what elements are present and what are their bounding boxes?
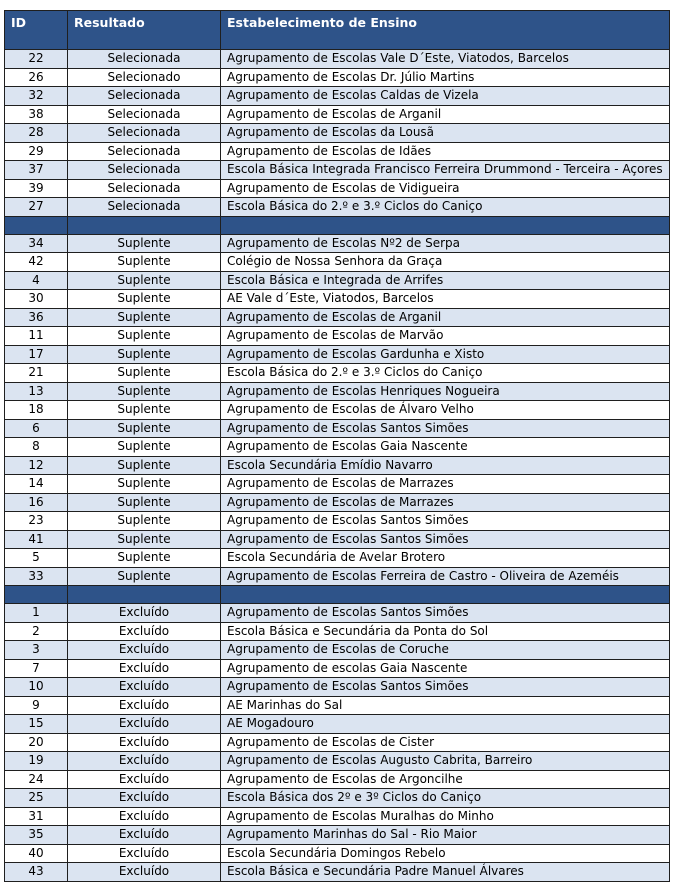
table-row: [5, 401, 670, 420]
table-row: [5, 659, 670, 678]
result-cell: Suplente: [68, 419, 221, 438]
result-cell: Suplente: [68, 549, 221, 568]
id-cell: 7: [5, 659, 68, 678]
result-cell: Selecionado: [68, 68, 221, 87]
result-cell: Suplente: [68, 438, 221, 457]
result-cell: Suplente: [68, 308, 221, 327]
id-cell: 22: [5, 50, 68, 69]
result-cell: Suplente: [68, 290, 221, 309]
school-cell: Colégio de Nossa Senhora da Graça: [221, 253, 670, 272]
id-cell: 14: [5, 475, 68, 494]
school-cell: Escola Básica Integrada Francisco Ferreira Drummond - Terceira - Açores: [221, 161, 670, 180]
school-cell: Agrupamento de escolas Gaia Nascente: [221, 659, 670, 678]
results-table: [4, 10, 670, 882]
table-row: [5, 68, 670, 87]
result-cell: Suplente: [68, 456, 221, 475]
school-cell: Agrupamento de Escolas Santos Simões: [221, 604, 670, 623]
header-school: Estabelecimento de Ensino: [221, 11, 670, 50]
result-cell: Excluído: [68, 752, 221, 771]
id-cell: 38: [5, 105, 68, 124]
table-body: [5, 50, 670, 882]
id-cell: 4: [5, 271, 68, 290]
result-cell: Suplente: [68, 475, 221, 494]
school-cell: Escola Básica dos 2º e 3º Ciclos do Caniço: [221, 789, 670, 808]
school-cell: Agrupamento de Escolas Vale D´Este, Viatodos, Barcelos: [221, 50, 670, 69]
table-row: [5, 290, 670, 309]
id-cell: 26: [5, 68, 68, 87]
school-cell: Agrupamento de Escolas de Argoncilhe: [221, 770, 670, 789]
id-cell: 27: [5, 198, 68, 217]
id-cell: 29: [5, 142, 68, 161]
result-cell: Suplente: [68, 401, 221, 420]
id-cell: 16: [5, 493, 68, 512]
table-row: [5, 271, 670, 290]
table-row: [5, 198, 670, 217]
separator-cell: [221, 586, 670, 604]
table-row: [5, 807, 670, 826]
result-cell: Excluído: [68, 733, 221, 752]
school-cell: Agrupamento de Escolas Gaia Nascente: [221, 438, 670, 457]
result-cell: Selecionada: [68, 87, 221, 106]
result-cell: Suplente: [68, 364, 221, 383]
school-cell: Escola Básica e Integrada de Arrifes: [221, 271, 670, 290]
result-cell: Suplente: [68, 253, 221, 272]
result-cell: Excluído: [68, 641, 221, 660]
result-cell: Suplente: [68, 345, 221, 364]
school-cell: AE Vale d´Este, Viatodos, Barcelos: [221, 290, 670, 309]
id-cell: 8: [5, 438, 68, 457]
school-cell: Agrupamento de Escolas Dr. Júlio Martins: [221, 68, 670, 87]
id-cell: 40: [5, 844, 68, 863]
school-cell: Agrupamento de Escolas da Lousã: [221, 124, 670, 143]
table-row: [5, 419, 670, 438]
table-row: [5, 105, 670, 124]
school-cell: Agrupamento de Escolas Santos Simões: [221, 530, 670, 549]
result-cell: Excluído: [68, 826, 221, 845]
result-cell: Selecionada: [68, 124, 221, 143]
school-cell: Agrupamento Marinhas do Sal - Rio Maior: [221, 826, 670, 845]
school-cell: Agrupamento de Escolas Santos Simões: [221, 512, 670, 531]
id-cell: 31: [5, 807, 68, 826]
id-cell: 3: [5, 641, 68, 660]
school-cell: Agrupamento de Escolas de Cister: [221, 733, 670, 752]
id-cell: 35: [5, 826, 68, 845]
result-cell: Excluído: [68, 678, 221, 697]
school-cell: Agrupamento de Escolas de Coruche: [221, 641, 670, 660]
separator-cell: [5, 216, 68, 234]
result-cell: Suplente: [68, 382, 221, 401]
school-cell: Escola Básica e Secundária Padre Manuel Álvares: [221, 863, 670, 882]
id-cell: 39: [5, 179, 68, 198]
result-cell: Excluído: [68, 863, 221, 882]
table-row: [5, 604, 670, 623]
result-cell: Selecionada: [68, 161, 221, 180]
id-cell: 15: [5, 715, 68, 734]
table-row: [5, 234, 670, 253]
id-cell: 1: [5, 604, 68, 623]
table-row: [5, 456, 670, 475]
id-cell: 21: [5, 364, 68, 383]
table-row: [5, 622, 670, 641]
id-cell: 20: [5, 733, 68, 752]
table-row: [5, 789, 670, 808]
table-row: [5, 567, 670, 586]
id-cell: 33: [5, 567, 68, 586]
result-cell: Excluído: [68, 696, 221, 715]
group-separator-row: [5, 216, 670, 234]
id-cell: 6: [5, 419, 68, 438]
table-row: [5, 308, 670, 327]
separator-cell: [68, 216, 221, 234]
school-cell: Agrupamento de Escolas Caldas de Vizela: [221, 87, 670, 106]
id-cell: 2: [5, 622, 68, 641]
id-cell: 12: [5, 456, 68, 475]
school-cell: Agrupamento de Escolas de Idães: [221, 142, 670, 161]
school-cell: Agrupamento de Escolas de Vidigueira: [221, 179, 670, 198]
separator-cell: [5, 586, 68, 604]
table-row: [5, 438, 670, 457]
result-cell: Suplente: [68, 234, 221, 253]
id-cell: 36: [5, 308, 68, 327]
result-cell: Excluído: [68, 715, 221, 734]
school-cell: Agrupamento de Escolas Henriques Nogueira: [221, 382, 670, 401]
school-cell: AE Mogadouro: [221, 715, 670, 734]
id-cell: 10: [5, 678, 68, 697]
id-cell: 11: [5, 327, 68, 346]
id-cell: 24: [5, 770, 68, 789]
result-cell: Suplente: [68, 271, 221, 290]
header-id: ID: [5, 11, 68, 50]
table-row: [5, 512, 670, 531]
school-cell: Agrupamento de Escolas Nº2 de Serpa: [221, 234, 670, 253]
school-cell: Agrupamento de Escolas de Álvaro Velho: [221, 401, 670, 420]
table-row: [5, 327, 670, 346]
school-cell: Escola Básica do 2.º e 3.º Ciclos do Caniço: [221, 364, 670, 383]
table-row: [5, 641, 670, 660]
result-cell: Excluído: [68, 622, 221, 641]
result-cell: Suplente: [68, 327, 221, 346]
id-cell: 9: [5, 696, 68, 715]
table-row: [5, 715, 670, 734]
school-cell: Escola Secundária de Avelar Brotero: [221, 549, 670, 568]
id-cell: 25: [5, 789, 68, 808]
result-cell: Selecionada: [68, 142, 221, 161]
table-header: [5, 11, 670, 50]
school-cell: Agrupamento de Escolas de Arganil: [221, 308, 670, 327]
school-cell: Agrupamento de Escolas Ferreira de Castro - Oliveira de Azeméis: [221, 567, 670, 586]
table-row: [5, 696, 670, 715]
school-cell: Escola Secundária Domingos Rebelo: [221, 844, 670, 863]
id-cell: 43: [5, 863, 68, 882]
result-cell: Excluído: [68, 604, 221, 623]
school-cell: Agrupamento de Escolas de Marrazes: [221, 493, 670, 512]
separator-cell: [221, 216, 670, 234]
table-row: [5, 179, 670, 198]
school-cell: AE Marinhas do Sal: [221, 696, 670, 715]
result-cell: Selecionada: [68, 198, 221, 217]
result-cell: Excluído: [68, 770, 221, 789]
table-row: [5, 87, 670, 106]
result-cell: Selecionada: [68, 179, 221, 198]
group-separator-row: [5, 586, 670, 604]
id-cell: 23: [5, 512, 68, 531]
table-row: [5, 50, 670, 69]
table-row: [5, 678, 670, 697]
table-row: [5, 475, 670, 494]
table-row: [5, 863, 670, 882]
separator-cell: [68, 586, 221, 604]
id-cell: 41: [5, 530, 68, 549]
table-row: [5, 253, 670, 272]
table-row: [5, 382, 670, 401]
result-cell: Selecionada: [68, 105, 221, 124]
header-result: Resultado: [68, 11, 221, 50]
school-cell: Agrupamento de Escolas de Arganil: [221, 105, 670, 124]
school-cell: Agrupamento de Escolas Santos Simões: [221, 419, 670, 438]
table-row: [5, 752, 670, 771]
id-cell: 5: [5, 549, 68, 568]
id-cell: 18: [5, 401, 68, 420]
school-cell: Agrupamento de Escolas Gardunha e Xisto: [221, 345, 670, 364]
table-row: [5, 770, 670, 789]
id-cell: 19: [5, 752, 68, 771]
school-cell: Agrupamento de Escolas de Marvão: [221, 327, 670, 346]
table-row: [5, 161, 670, 180]
result-cell: Suplente: [68, 530, 221, 549]
school-cell: Agrupamento de Escolas Santos Simões: [221, 678, 670, 697]
table-row: [5, 142, 670, 161]
result-cell: Suplente: [68, 567, 221, 586]
result-cell: Suplente: [68, 512, 221, 531]
table-row: [5, 844, 670, 863]
result-cell: Selecionada: [68, 50, 221, 69]
id-cell: 37: [5, 161, 68, 180]
result-cell: Excluído: [68, 789, 221, 808]
school-cell: Escola Básica e Secundária da Ponta do Sol: [221, 622, 670, 641]
id-cell: 32: [5, 87, 68, 106]
school-cell: Escola Secundária Emídio Navarro: [221, 456, 670, 475]
table-row: [5, 364, 670, 383]
table-row: [5, 733, 670, 752]
id-cell: 42: [5, 253, 68, 272]
result-cell: Excluído: [68, 807, 221, 826]
school-cell: Escola Básica do 2.º e 3.º Ciclos do Caniço: [221, 198, 670, 217]
school-cell: Agrupamento de Escolas de Marrazes: [221, 475, 670, 494]
table-row: [5, 493, 670, 512]
results-table-container: [4, 10, 669, 882]
table-row: [5, 124, 670, 143]
table-row: [5, 530, 670, 549]
table-row: [5, 345, 670, 364]
table-row: [5, 826, 670, 845]
table-row: [5, 549, 670, 568]
school-cell: Agrupamento de Escolas Muralhas do Minho: [221, 807, 670, 826]
result-cell: Excluído: [68, 844, 221, 863]
id-cell: 28: [5, 124, 68, 143]
id-cell: 30: [5, 290, 68, 309]
header-row: [5, 11, 670, 50]
result-cell: Suplente: [68, 493, 221, 512]
result-cell: Excluído: [68, 659, 221, 678]
id-cell: 34: [5, 234, 68, 253]
id-cell: 17: [5, 345, 68, 364]
id-cell: 13: [5, 382, 68, 401]
school-cell: Agrupamento de Escolas Augusto Cabrita, Barreiro: [221, 752, 670, 771]
